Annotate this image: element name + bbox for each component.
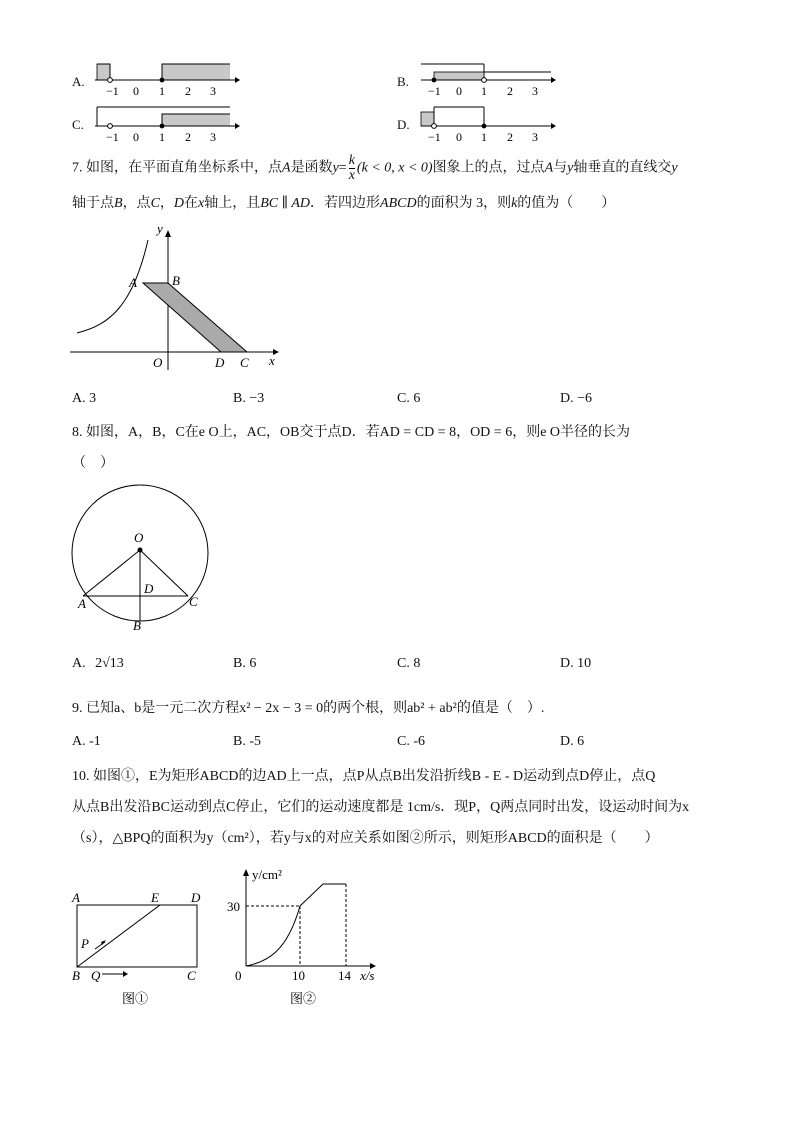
q8-stem-line1 xyxy=(72,421,630,441)
q7-text: 的面积为 3，则 xyxy=(416,196,512,211)
q7-answer-d[interactable]: D. −6 xyxy=(560,391,593,406)
q7-answer-b[interactable]: B. −3 xyxy=(233,391,265,406)
q8-answer-a-value: 2√13 xyxy=(95,656,124,671)
q10-fig2-v10: 10 xyxy=(292,968,305,983)
q6-option-d-label: D. xyxy=(397,117,410,132)
q7-text: 在 xyxy=(184,196,199,211)
q8-number: 8. xyxy=(72,425,83,440)
svg-text:−1: −1 xyxy=(428,84,441,98)
svg-text:0: 0 xyxy=(456,130,462,144)
svg-text:3: 3 xyxy=(210,84,216,98)
q7-text: 轴于点 xyxy=(72,196,114,211)
q10-fig2-origin: 0 xyxy=(235,968,242,983)
q7-fig-y: y xyxy=(157,225,163,236)
svg-text:2: 2 xyxy=(185,130,191,144)
q10-stem-line3: （s），△BPQ的面积为y（cm²），若y与x的对应关系如图②所示，则矩形ABCD的面积是（ ） xyxy=(72,831,659,846)
q6-option-d-numberline[interactable] xyxy=(416,102,566,144)
q8-fig-b: B xyxy=(133,618,141,633)
q10-fig1-a: A xyxy=(72,890,80,905)
q10-fig1-caption: 图① xyxy=(122,991,149,1006)
q7-parallel: BC ∥ AD xyxy=(260,196,311,211)
q9-answer-a[interactable]: A. -1 xyxy=(72,734,101,749)
q7-var: y xyxy=(671,160,678,176)
q7-func-eq: = xyxy=(338,160,347,176)
q7-stem-line1 xyxy=(72,154,678,183)
q7-text: 与 xyxy=(553,160,568,176)
svg-text:−1: −1 xyxy=(106,130,119,144)
q7-func-y: y xyxy=(332,160,339,176)
q7-text: ，点 xyxy=(122,196,151,211)
q10-stem-line1: 10. 如图①，E为矩形ABCD的边AD上一点，点P从点B出发沿折线B - E - D运动到点D停止，点Q xyxy=(72,769,656,784)
q7-text: 如图，在平面直角坐标系中，点 xyxy=(86,160,282,176)
q10-fig1-p: P xyxy=(81,936,89,951)
q10-fig2-v14: 14 xyxy=(338,968,351,983)
q10-fig1-d: D xyxy=(191,890,201,905)
q8-stem-line2: （ ） xyxy=(72,456,114,471)
q9-answer-d[interactable]: D. 6 xyxy=(560,734,585,749)
q10-segments xyxy=(300,884,346,906)
svg-text:2: 2 xyxy=(185,84,191,98)
q8-fig-d: D xyxy=(144,581,154,596)
q7-text: 是函数 xyxy=(290,160,333,176)
q7-text: 轴垂直的直线交 xyxy=(573,160,672,176)
q6-option-b-numberline[interactable] xyxy=(416,58,566,100)
q7-text: 轴上，且 xyxy=(204,196,261,211)
q6-option-a-label: A. xyxy=(72,74,85,89)
q8-figure xyxy=(65,478,225,638)
svg-text:3: 3 xyxy=(210,130,216,144)
q7-fig-d: D xyxy=(215,355,225,370)
q7-fig-a: A xyxy=(129,275,137,290)
q7-var: A xyxy=(544,160,554,176)
q8-answer-c[interactable]: C. 8 xyxy=(397,656,421,671)
q8-text: 如图，A，B，C在e O上，AC，OB交于点D．若AD = CD = 8，OD = 6，则e O半径的长为 xyxy=(86,425,631,440)
q10-fig2-xlabel: x/s xyxy=(360,968,375,983)
q7-frac-num: k xyxy=(348,153,355,168)
q7-var: ABCD xyxy=(380,196,417,211)
svg-text:1: 1 xyxy=(481,84,487,98)
q10-fig2-ylabel: y/cm² xyxy=(252,867,282,882)
q7-func-cond: (k < 0, x < 0) xyxy=(356,160,433,176)
q7-figure xyxy=(65,225,285,375)
q10-fig1-b: B xyxy=(72,968,80,983)
q6-option-a-numberline[interactable] xyxy=(90,58,240,100)
q7-fig-o: O xyxy=(153,355,163,370)
svg-text:3: 3 xyxy=(532,84,538,98)
q7-var: C xyxy=(150,196,160,211)
svg-text:1: 1 xyxy=(481,130,487,144)
q6-option-c-label: C. xyxy=(72,117,84,132)
q10-rectangle xyxy=(77,905,197,967)
q8-answer-a-prefix: A. xyxy=(72,656,86,671)
q9-stem: 9. 已知a、b是一元二次方程x² − 2x − 3 = 0的两个根，则ab² + ab²的值是（ ）. xyxy=(72,701,545,716)
svg-text:0: 0 xyxy=(133,84,139,98)
q7-text: ．若四边形 xyxy=(310,196,381,211)
q7-var: k xyxy=(511,196,518,211)
q9-answer-c[interactable]: C. -6 xyxy=(397,734,425,749)
svg-text:1: 1 xyxy=(159,130,165,144)
q6-option-c-numberline[interactable] xyxy=(90,102,240,144)
svg-text:1: 1 xyxy=(159,84,165,98)
q7-var: y xyxy=(567,160,574,176)
q10-be-segment xyxy=(77,905,160,967)
q8-fig-o: O xyxy=(134,530,144,545)
q8-answer-a[interactable] xyxy=(72,656,124,672)
q7-var: x xyxy=(198,196,205,211)
q7-fig-x: x xyxy=(269,353,275,368)
q7-text: ， xyxy=(159,196,174,211)
q8-fig-a: A xyxy=(78,596,86,611)
svg-text:−1: −1 xyxy=(106,84,119,98)
q10-fig2-v30: 30 xyxy=(227,899,240,914)
svg-text:0: 0 xyxy=(133,130,139,144)
q10-stem-line2: 从点B出发沿BC运动到点C停止，它们的运动速度都是 1cm/s．现P，Q两点同时出发，设运动时间为x xyxy=(72,800,690,815)
q7-fraction xyxy=(349,154,355,183)
svg-text:2: 2 xyxy=(507,130,513,144)
q6-option-b-label: B. xyxy=(397,74,409,89)
q7-fig-c: C xyxy=(240,355,249,370)
svg-text:−1: −1 xyxy=(428,130,441,144)
q7-var: A xyxy=(282,160,291,176)
q7-var: D xyxy=(173,196,185,211)
q8-fig-c: C xyxy=(189,594,198,609)
svg-text:3: 3 xyxy=(532,130,538,144)
q10-figure-2 xyxy=(222,862,392,1017)
svg-text:0: 0 xyxy=(456,84,462,98)
q7-answer-a[interactable]: A. 3 xyxy=(72,391,97,406)
q7-parallelogram xyxy=(143,283,247,352)
q10-fig1-e: E xyxy=(151,890,159,905)
q10-curve xyxy=(246,906,300,966)
q7-text: 的值为（ ） xyxy=(517,196,616,211)
q7-hyperbola xyxy=(77,240,148,333)
q10-fig1-q: Q xyxy=(91,968,101,983)
q7-frac-den: x xyxy=(348,168,355,183)
q7-number: 7. xyxy=(72,160,83,176)
q8-answer-b[interactable]: B. 6 xyxy=(233,656,257,671)
q7-stem-line2 xyxy=(72,192,615,212)
q8-answer-d[interactable]: D. 10 xyxy=(560,656,592,671)
q9-answer-b[interactable]: B. -5 xyxy=(233,734,261,749)
q10-fig1-c: C xyxy=(187,968,196,983)
q7-answer-c[interactable]: C. 6 xyxy=(397,391,421,406)
q7-fig-b: B xyxy=(172,273,180,288)
q7-text: 图象上的点，过点 xyxy=(432,160,545,176)
q10-figure-1 xyxy=(65,885,215,1015)
q7-var: B xyxy=(114,196,123,211)
svg-text:2: 2 xyxy=(507,84,513,98)
q10-fig2-caption: 图② xyxy=(290,991,317,1006)
